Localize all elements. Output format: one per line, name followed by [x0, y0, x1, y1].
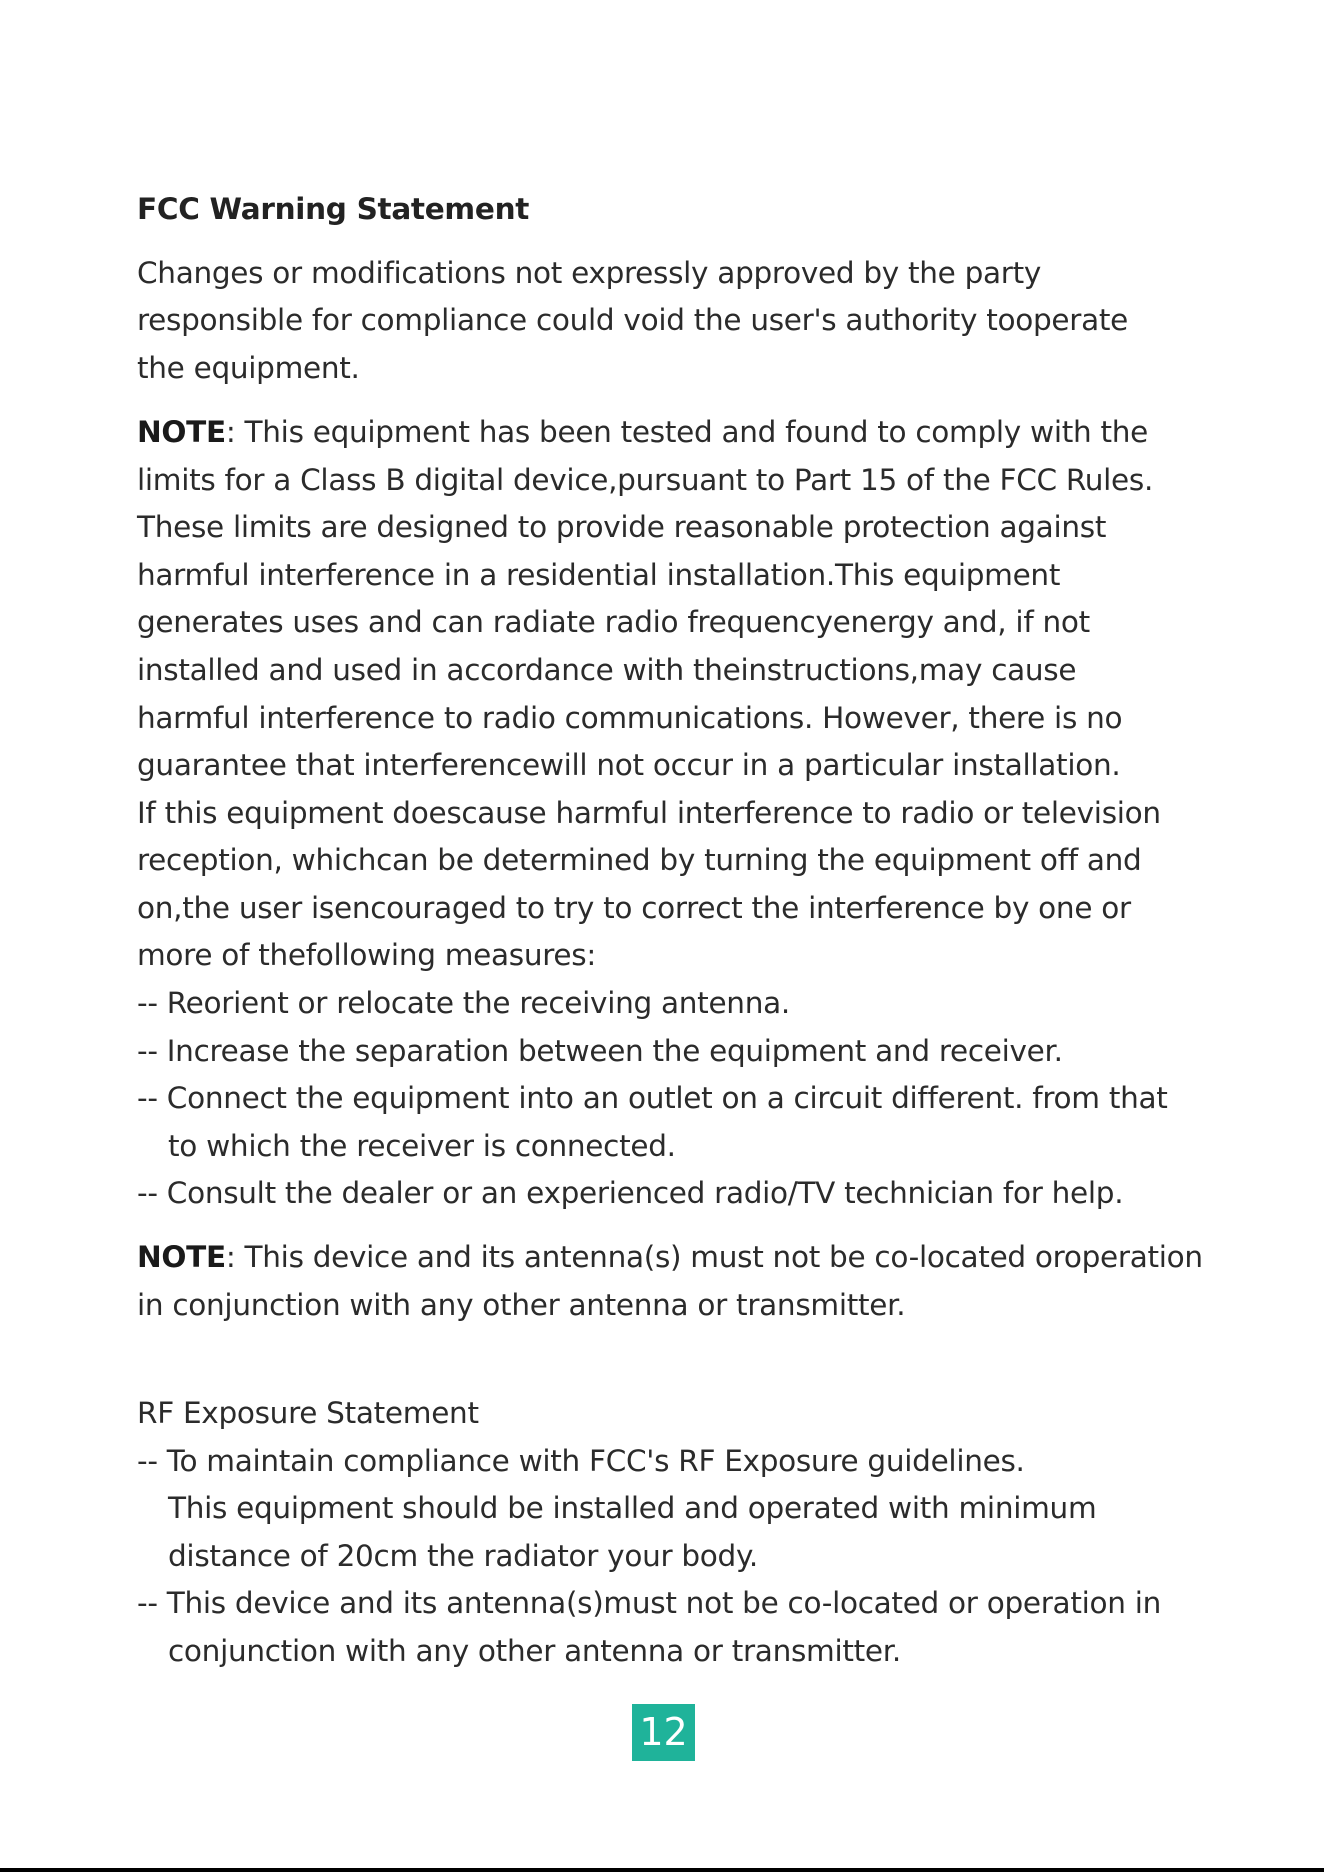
measure-item: -- Increase the separation between the equipment and receiver. [137, 1034, 1063, 1068]
measure-item: -- Reorient or relocate the receiving antenna. [137, 986, 790, 1020]
note1-line: If this equipment doescause harmful interference to radio or television [137, 796, 1161, 830]
fcc-intro-line: responsible for compliance could void the user's authority tooperate [137, 303, 1128, 337]
fcc-intro-line: Changes or modifications not expressly approved by the party [137, 256, 1042, 290]
fcc-intro-line: the equipment. [137, 351, 360, 385]
page-number-badge: 12 [632, 1704, 695, 1761]
note2-first-line [137, 1237, 1203, 1277]
note1-first-line-text: : This equipment has been tested and found to comply with the [225, 415, 1149, 449]
note2-first-line-text: : This device and its antenna(s) must not be co-located oroperation [225, 1240, 1203, 1274]
note1-line: harmful interference to radio communications. However, there is no [137, 701, 1123, 735]
fcc-heading: FCC Warning Statement [137, 192, 530, 226]
rf-item: -- This device and its antenna(s)must not be co-located or operation in [137, 1586, 1162, 1620]
note1-line: installed and used in accordance with theinstructions,may cause [137, 653, 1077, 687]
note1-line: These limits are designed to provide reasonable protection against [137, 510, 1107, 544]
note1-line: on,the user isencouraged to try to correct the interference by one or [137, 891, 1131, 925]
rf-item-continuation: conjunction with any other antenna or transmitter. [168, 1634, 901, 1668]
rf-item-continuation: distance of 20cm the radiator your body. [168, 1539, 759, 1573]
measure-item: -- Consult the dealer or an experienced radio/TV technician for help. [137, 1176, 1124, 1210]
note1-line: limits for a Class B digital device,pursuant to Part 15 of the FCC Rules. [137, 463, 1154, 497]
note1-line: guarantee that interferencewill not occur in a particular installation. [137, 748, 1121, 782]
rf-item: -- To maintain compliance with FCC's RF Exposure guidelines. [137, 1444, 1025, 1478]
note1-line: harmful interference in a residential installation.This equipment [137, 558, 1061, 592]
note1-line: more of thefollowing measures: [137, 938, 596, 972]
measure-item: -- Connect the equipment into an outlet on a circuit different. from that [137, 1081, 1168, 1115]
note-label: NOTE [137, 1240, 226, 1274]
rf-item-continuation: This equipment should be installed and operated with minimum [168, 1491, 1097, 1525]
rf-heading: RF Exposure Statement [137, 1396, 479, 1430]
note1-line: reception, whichcan be determined by turning the equipment off and [137, 843, 1142, 877]
note2-line: in conjunction with any other antenna or transmitter. [137, 1288, 906, 1322]
bottom-border [0, 1868, 1324, 1872]
note1-line: generates uses and can radiate radio frequencyenergy and, if not [137, 605, 1090, 639]
note1-first-line [137, 412, 1148, 452]
measure-item-continuation: to which the receiver is connected. [168, 1129, 676, 1163]
note-label: NOTE [137, 415, 226, 449]
